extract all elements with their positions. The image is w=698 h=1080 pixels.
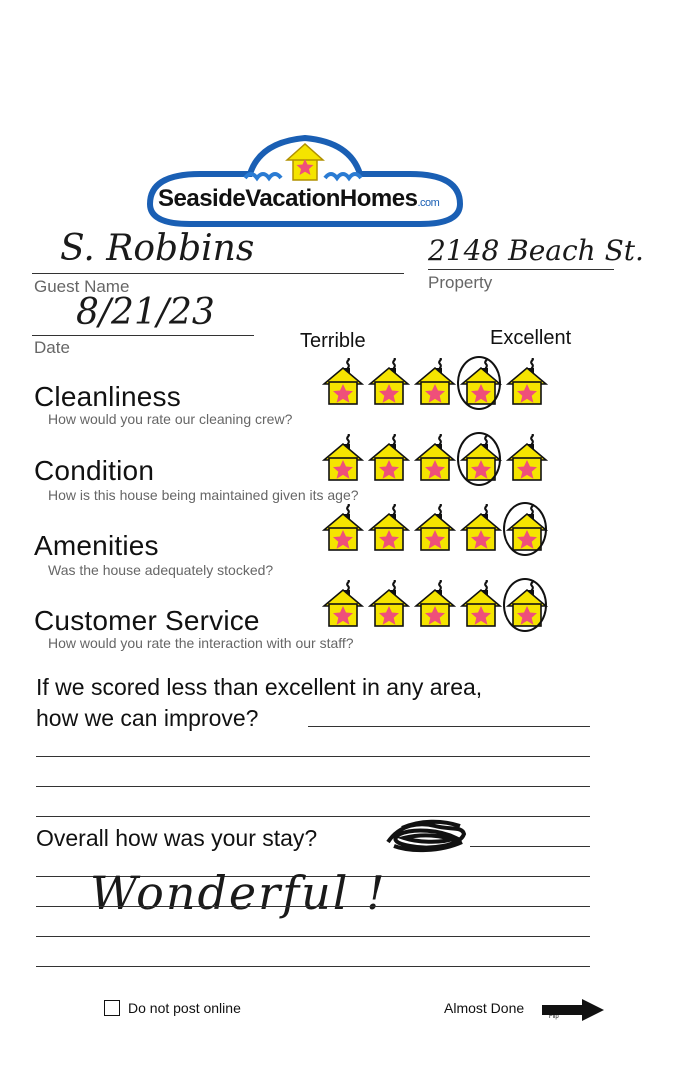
almost-done-label: Almost Done (444, 1000, 525, 1016)
rating-scale-condition[interactable] (322, 434, 548, 482)
rating-title-amenities: Amenities (34, 530, 159, 561)
selected-rating-circle (503, 578, 547, 632)
house-rating-icon[interactable] (506, 358, 548, 406)
house-rating-icon[interactable] (506, 504, 548, 552)
selected-rating-circle (457, 356, 501, 410)
logo-graphic (140, 132, 470, 232)
rating-question-amenities: Was the house adequately stocked? (48, 562, 274, 578)
overall-answer: Wonderful ! (90, 866, 387, 920)
overall-answer-line-4[interactable] (36, 966, 590, 967)
house-rating-icon[interactable] (506, 580, 548, 628)
improve-answer-line-1[interactable] (308, 726, 590, 727)
house-rating-icon[interactable] (322, 358, 364, 406)
house-rating-icon[interactable] (460, 504, 502, 552)
rating-scale-customer-service[interactable] (322, 580, 548, 628)
house-rating-icon[interactable] (460, 434, 502, 482)
scale-high-label: Excellent (490, 327, 572, 349)
date-value: 8/21/23 (76, 292, 215, 333)
improve-question-line2: how we can improve? (36, 705, 259, 731)
house-rating-icon[interactable] (368, 580, 410, 628)
do-not-post-checkbox-row[interactable] (104, 1000, 241, 1016)
rating-question-cleanliness: How would you rate our cleaning crew? (48, 411, 293, 427)
property-value: 2148 Beach St. (428, 234, 644, 267)
house-rating-icon[interactable] (322, 504, 364, 552)
rating-scale-amenities[interactable] (322, 504, 548, 552)
improve-question-line1: If we scored less than excellent in any area, (36, 674, 483, 700)
next-arrow-icon[interactable] (540, 998, 606, 1027)
rating-title-condition: Condition (34, 455, 155, 486)
logo-suffix: .com (417, 197, 440, 209)
overall-answer-line-2[interactable] (36, 906, 590, 907)
brand-logo (140, 132, 470, 232)
selected-rating-circle (457, 432, 501, 486)
selected-rating-circle (503, 502, 547, 556)
rating-question-condition: How is this house being maintained given its age? (48, 487, 359, 503)
house-rating-icon[interactable] (460, 580, 502, 628)
scale-low-label: Terrible (300, 330, 366, 352)
rating-title-cleanliness: Cleanliness (34, 381, 181, 412)
logo-text: SeasideVacationHomes (158, 185, 418, 212)
house-rating-icon[interactable] (414, 358, 456, 406)
house-rating-icon[interactable] (506, 434, 548, 482)
scribble-mark (380, 812, 470, 861)
improve-answer-line-2[interactable] (36, 756, 590, 757)
guest-name-value: S. Robbins (60, 228, 255, 269)
guest-name-label: Guest Name (34, 277, 130, 296)
house-rating-icon[interactable] (414, 504, 456, 552)
house-rating-icon[interactable] (368, 504, 410, 552)
overall-question: Overall how was your stay? (36, 825, 318, 851)
rating-title-customer-service: Customer Service (34, 605, 260, 636)
house-rating-icon[interactable] (414, 580, 456, 628)
do-not-post-label: Do not post online (128, 1000, 241, 1016)
rating-question-customer-service: How would you rate the interaction with our staff? (48, 635, 354, 651)
overall-answer-line-3[interactable] (36, 936, 590, 937)
house-rating-icon[interactable] (414, 434, 456, 482)
house-rating-icon[interactable] (368, 434, 410, 482)
improve-answer-line-4[interactable] (36, 816, 590, 817)
property-label: Property (428, 273, 493, 292)
do-not-post-checkbox[interactable] (104, 1000, 120, 1016)
date-label: Date (34, 338, 70, 357)
house-rating-icon[interactable] (322, 580, 364, 628)
house-rating-icon[interactable] (460, 358, 502, 406)
rating-scale-cleanliness[interactable] (322, 358, 548, 406)
flip-label: Flip (549, 1014, 559, 1020)
house-rating-icon[interactable] (322, 434, 364, 482)
house-rating-icon[interactable] (368, 358, 410, 406)
improve-answer-line-3[interactable] (36, 786, 590, 787)
